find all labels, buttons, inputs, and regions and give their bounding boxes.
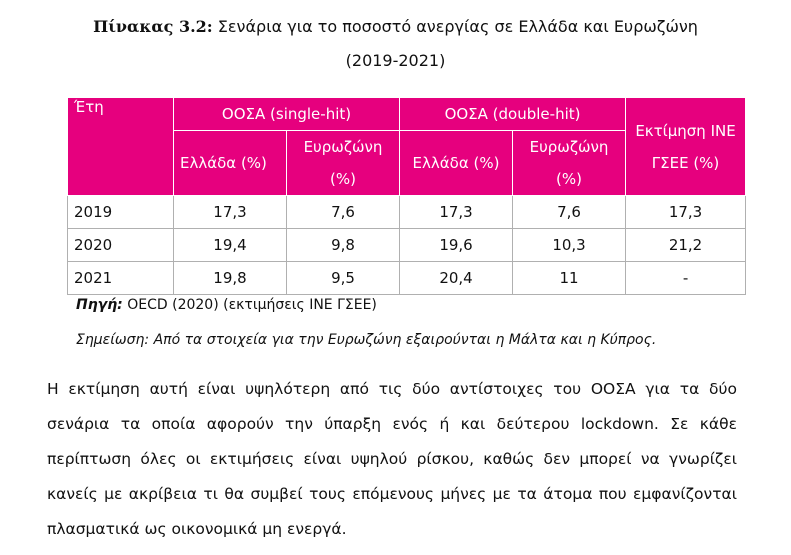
cell: 19,6: [400, 229, 513, 262]
cell-year: 2019: [68, 196, 174, 229]
cell: 9,5: [287, 262, 400, 295]
table-row: [68, 196, 746, 229]
caption-text: Σενάρια για το ποσοστό ανεργίας σε Ελλάδα και Ευρωζώνη: [212, 17, 698, 36]
header-row: [68, 98, 746, 131]
header-ine-estimate: Εκτίμηση ΙΝΕ ΓΣΕΕ (%): [626, 98, 746, 196]
cell: 17,3: [626, 196, 746, 229]
cell: 7,6: [287, 196, 400, 229]
cell: 10,3: [513, 229, 626, 262]
table-row: [68, 262, 746, 295]
cell: 21,2: [626, 229, 746, 262]
source-label: Πηγή:: [76, 297, 123, 313]
cell: 19,8: [174, 262, 287, 295]
cell: -: [626, 262, 746, 295]
source-text: OECD (2020) (εκτιμήσεις ΙΝΕ ΓΣΕΕ): [122, 297, 377, 313]
cell: 17,3: [174, 196, 287, 229]
subheader-euro-double: Ευρωζώνη (%): [513, 131, 626, 196]
cell: 7,6: [513, 196, 626, 229]
cell-year: 2021: [68, 262, 174, 295]
subheader-greece-double: Ελλάδα (%): [400, 131, 513, 196]
cell: 9,8: [287, 229, 400, 262]
body-paragraph: Η εκτίμηση αυτή είναι υψηλότερη από τις δύο αντίστοιχες του ΟΟΣΑ για τα δύο σενάρια τα οποία αφορούν την ύπαρξη ενός ή και δεύτερου lockdown. Σε κάθε περίπτωση όλες οι εκτιμήσεις είναι υψηλού ρίσκου, καθώς δεν μπορεί να γνωρίζει κανείς με ακρίβεια τι θα συμβεί τους επόμενους μήνες με τα άτομα που εμφανίζονται πλασματικά ως οικονομικά μη ενεργά.: [47, 380, 737, 538]
table-note: Σημείωση: Από τα στοιχεία για την Ευρωζώνη εξαιρούνται η Μάλτα και η Κύπρος.: [76, 332, 657, 348]
cell: 20,4: [400, 262, 513, 295]
subheader-euro-single: Ευρωζώνη (%): [287, 131, 400, 196]
header-year: Έτη: [68, 98, 174, 196]
caption-years: (2019-2021): [345, 51, 446, 70]
caption-label: Πίνακας 3.2:: [93, 17, 213, 36]
cell-year: 2020: [68, 229, 174, 262]
table-caption: [0, 12, 791, 42]
cell: 19,4: [174, 229, 287, 262]
cell: 17,3: [400, 196, 513, 229]
unemployment-table: [67, 97, 746, 295]
source-line: [76, 295, 377, 315]
cell: 11: [513, 262, 626, 295]
subheader-greece-single: Ελλάδα (%): [174, 131, 287, 196]
header-double-hit: ΟΟΣΑ (double-hit): [400, 98, 626, 131]
header-single-hit: ΟΟΣΑ (single-hit): [174, 98, 400, 131]
table-row: [68, 229, 746, 262]
